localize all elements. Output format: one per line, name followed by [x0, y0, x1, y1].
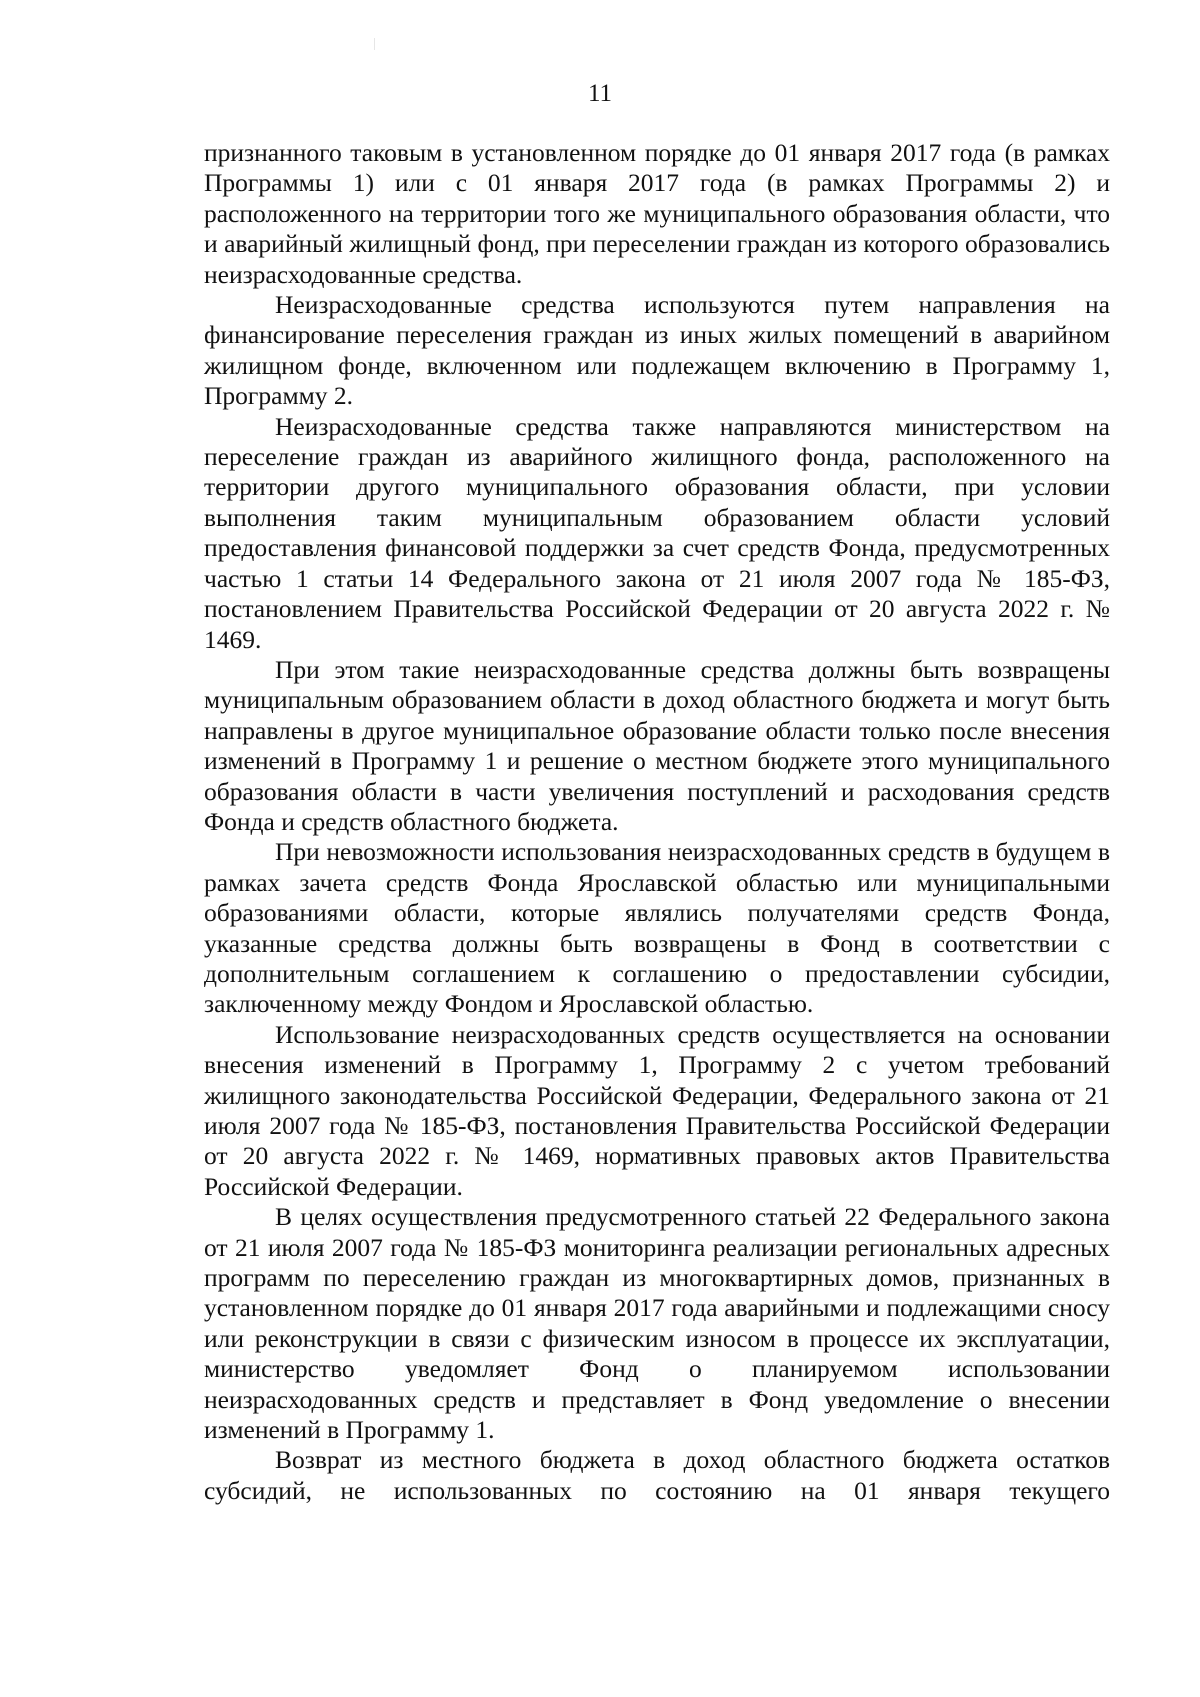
- document-body: [204, 138, 1110, 1506]
- paragraph: При этом такие неизрасходованные средства должны быть возвращены муниципальным образованием области в доход областного бюджета и могут быть направлены в другое муниципальное образование области только после внесения изменений в Программу 1 и решение о местном бюджете этого муниципального образования области в части увеличения поступлений и расходования средств Фонда и средств областного бюджета.: [204, 654, 1110, 836]
- scan-artifact: [374, 38, 375, 50]
- paragraph: При невозможности использования неизрасходованных средств в будущем в рамках зачета средств Фонда Ярославской областью или муниципальными образованиями области, которые являлись получателями средств Фонда, указанные средства должны быть возвращены в Фонд в соответствии с дополнительным соглашением к соглашению о предоставлении субсидии, заключенному между Фондом и Ярославской областью.: [204, 837, 1110, 1019]
- paragraph-continuation: признанного таковым в установленном порядке до 01 января 2017 года (в рамках Программы 1) или с 01 января 2017 года (в рамках Программы 2) и расположенного на территории того же муниципального образования области, что и аварийный жилищный фонд, при переселении граждан из которого образовались неизрасходованные средства.: [204, 138, 1110, 289]
- paragraph-truncated: Возврат из местного бюджета в доход областного бюджета остатков субсидий, не использованных по состоянию на 01 января текущего: [204, 1445, 1110, 1505]
- page-number: 11: [587, 80, 613, 107]
- paragraph: Использование неизрасходованных средств осуществляется на основании внесения изменений в Программу 1, Программу 2 с учетом требований жилищного законодательства Российской Федерации, Федерального закона от 21 июля 2007 года № 185-ФЗ, постановления Правительства Российской Федерации от 20 августа 2022 г. № 1469, нормативных правовых актов Правительства Российской Федерации.: [204, 1019, 1110, 1201]
- paragraph: В целях осуществления предусмотренного статьей 22 Федерального закона от 21 июля 2007 года № 185-ФЗ мониторинга реализации региональных адресных программ по переселению граждан из многоквартирных домов, признанных в установленном порядке до 01 января 2017 года аварийными и подлежащими сносу или реконструкции в связи с физическим износом в процессе их эксплуатации, министерство уведомляет Фонд о планируемом использовании неизрасходованных средств и представляет в Фонд уведомление о внесении изменений в Программу 1.: [204, 1202, 1110, 1445]
- paragraph: Неизрасходованные средства также направляются министерством на переселение граждан из аварийного жилищного фонда, расположенного на территории другого муниципального образования области, при условии выполнения таким муниципальным образованием области условий предоставления финансовой поддержки за счет средств Фонда, предусмотренных частью 1 статьи 14 Федерального закона от 21 июля 2007 года № 185-ФЗ, постановлением Правительства Российской Федерации от 20 августа 2022 г. № 1469.: [204, 411, 1110, 654]
- paragraph: Неизрасходованные средства используются путем направления на финансирование переселения граждан из иных жилых помещений в аварийном жилищном фонде, включенном или подлежащем включению в Программу 1, Программу 2.: [204, 290, 1110, 411]
